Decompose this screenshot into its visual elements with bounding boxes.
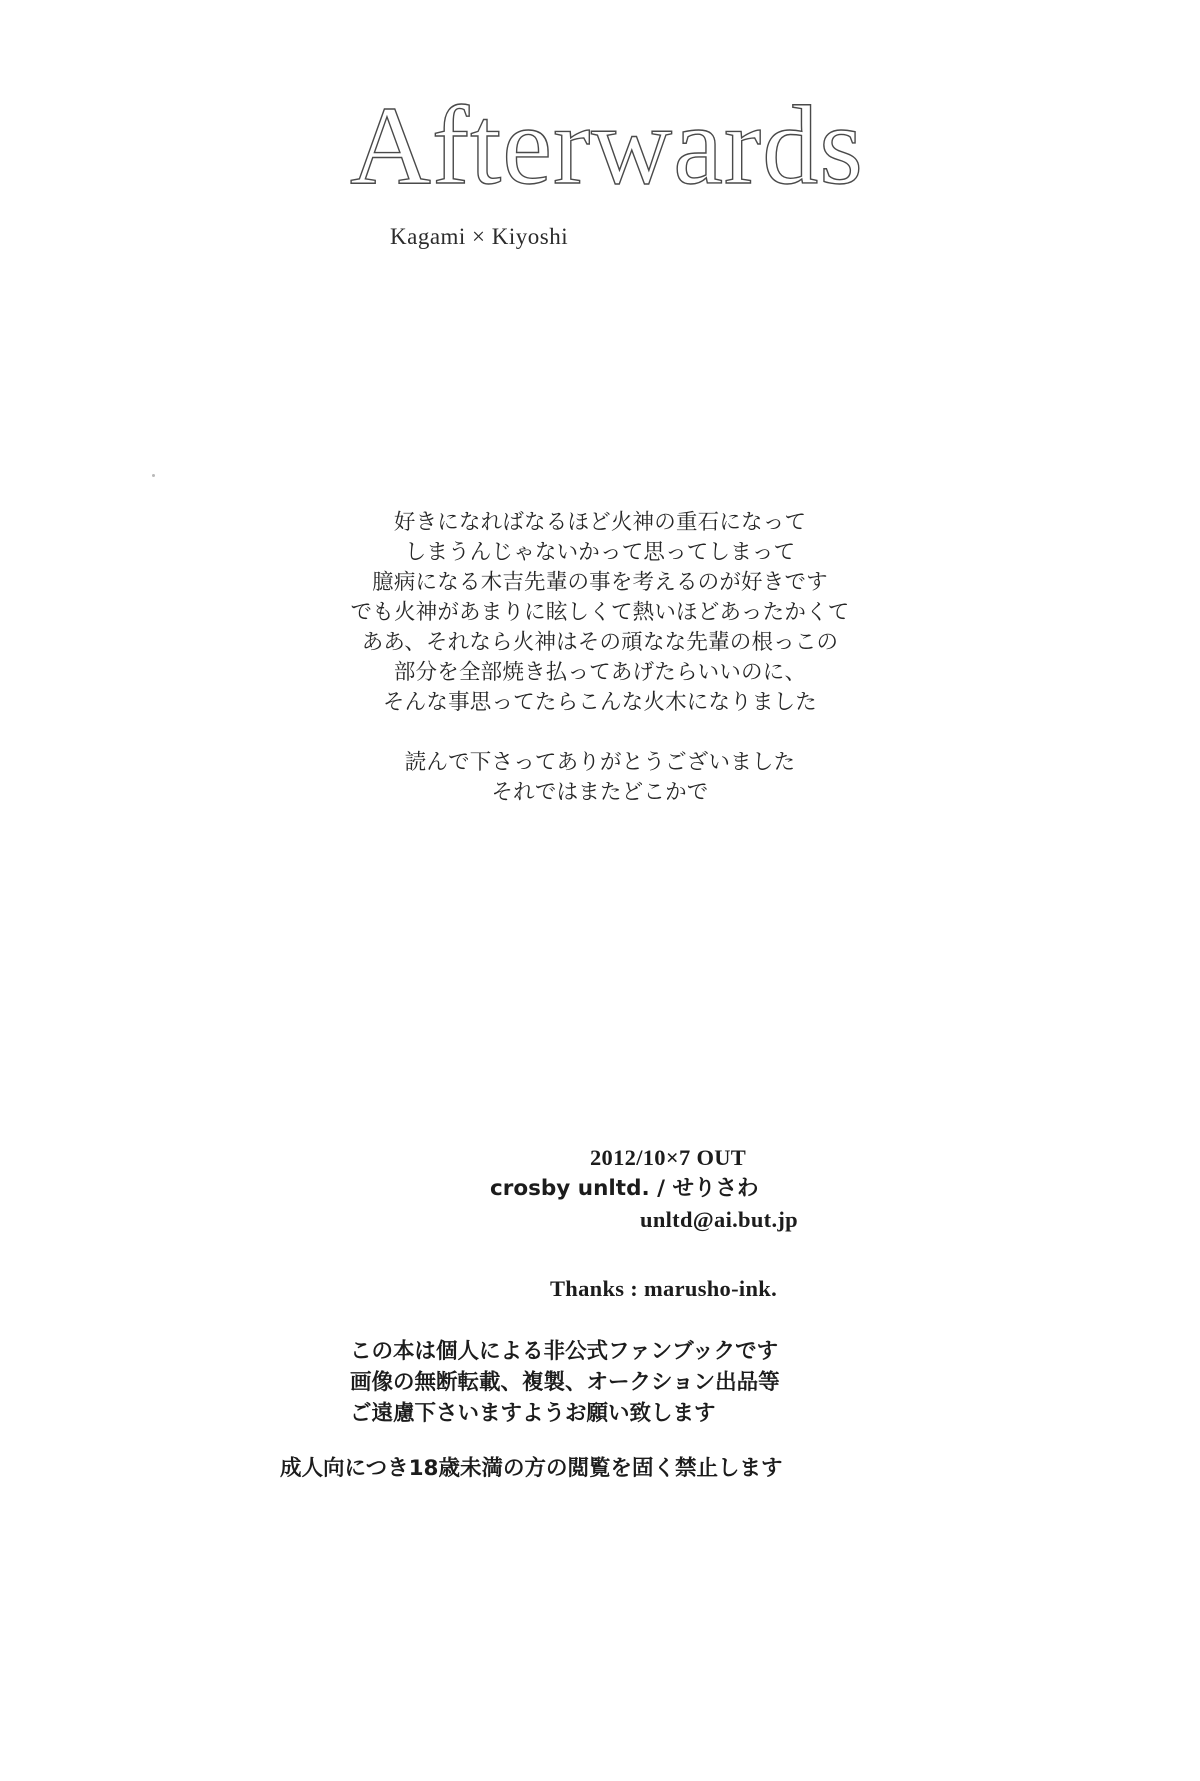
afterword-line: それではまたどこかで: [491, 780, 709, 805]
afterword-line: ああ、それなら火神はその頑なな先輩の根っこの: [361, 630, 839, 655]
thanks-block: [0, 1273, 1200, 1304]
afterword-line: そんな事思ってたらこんな火木になりました: [382, 690, 817, 715]
release-date: 2012/10×7 OUT: [590, 1145, 747, 1170]
afterword-paragraph-1: [0, 508, 1200, 718]
title-block: [0, 84, 1200, 250]
release-date-block: [0, 1142, 1200, 1173]
thanks-credit: Thanks : marusho-ink.: [550, 1276, 778, 1301]
circle-block: [0, 1173, 1200, 1204]
notice-block: [0, 1336, 1200, 1429]
contact-email: unltd@ai.but.jp: [640, 1207, 798, 1232]
afterword-line: しまうんじゃないかって思ってしまって: [404, 540, 796, 565]
circle-name: crosby unltd. / せりさわ: [490, 1176, 759, 1201]
notice-line: この本は個人による非公式ファンブックです: [350, 1339, 779, 1364]
spacer: [0, 1304, 1200, 1336]
afterword-text: [0, 508, 1200, 808]
afterword-line: 臆病になる木吉先輩の事を考えるのが好きです: [372, 570, 828, 595]
age-warning-block: [0, 1453, 1200, 1484]
colophon: [0, 1142, 1200, 1484]
pairing-subtitle: Kagami × Kiyoshi: [390, 223, 569, 249]
afterword-line: 部分を全部焼き払ってあげたらいいのに、: [393, 660, 807, 685]
notice-line: ご遠慮下さいますようお願い致します: [350, 1401, 716, 1426]
email-block: [0, 1204, 1200, 1235]
spacer: [0, 1235, 1200, 1273]
afterword-line: 読んで下さってありがとうございました: [404, 750, 796, 775]
afterword-line: 好きになればなるほど火神の重石になって: [393, 510, 807, 535]
page-title: Afterwards: [350, 84, 864, 208]
age-warning: 成人向につき18歳未満の方の閲覧を固く禁止します: [280, 1456, 783, 1481]
afterword-line: でも火神があまりに眩しくて熱いほどあったかくて: [350, 600, 850, 625]
dust-speck: [152, 474, 155, 477]
spacer: [0, 1429, 1200, 1453]
afterword-paragraph-2: [0, 748, 1200, 808]
notice-line: 画像の無断転載、複製、オークション出品等: [350, 1370, 780, 1395]
